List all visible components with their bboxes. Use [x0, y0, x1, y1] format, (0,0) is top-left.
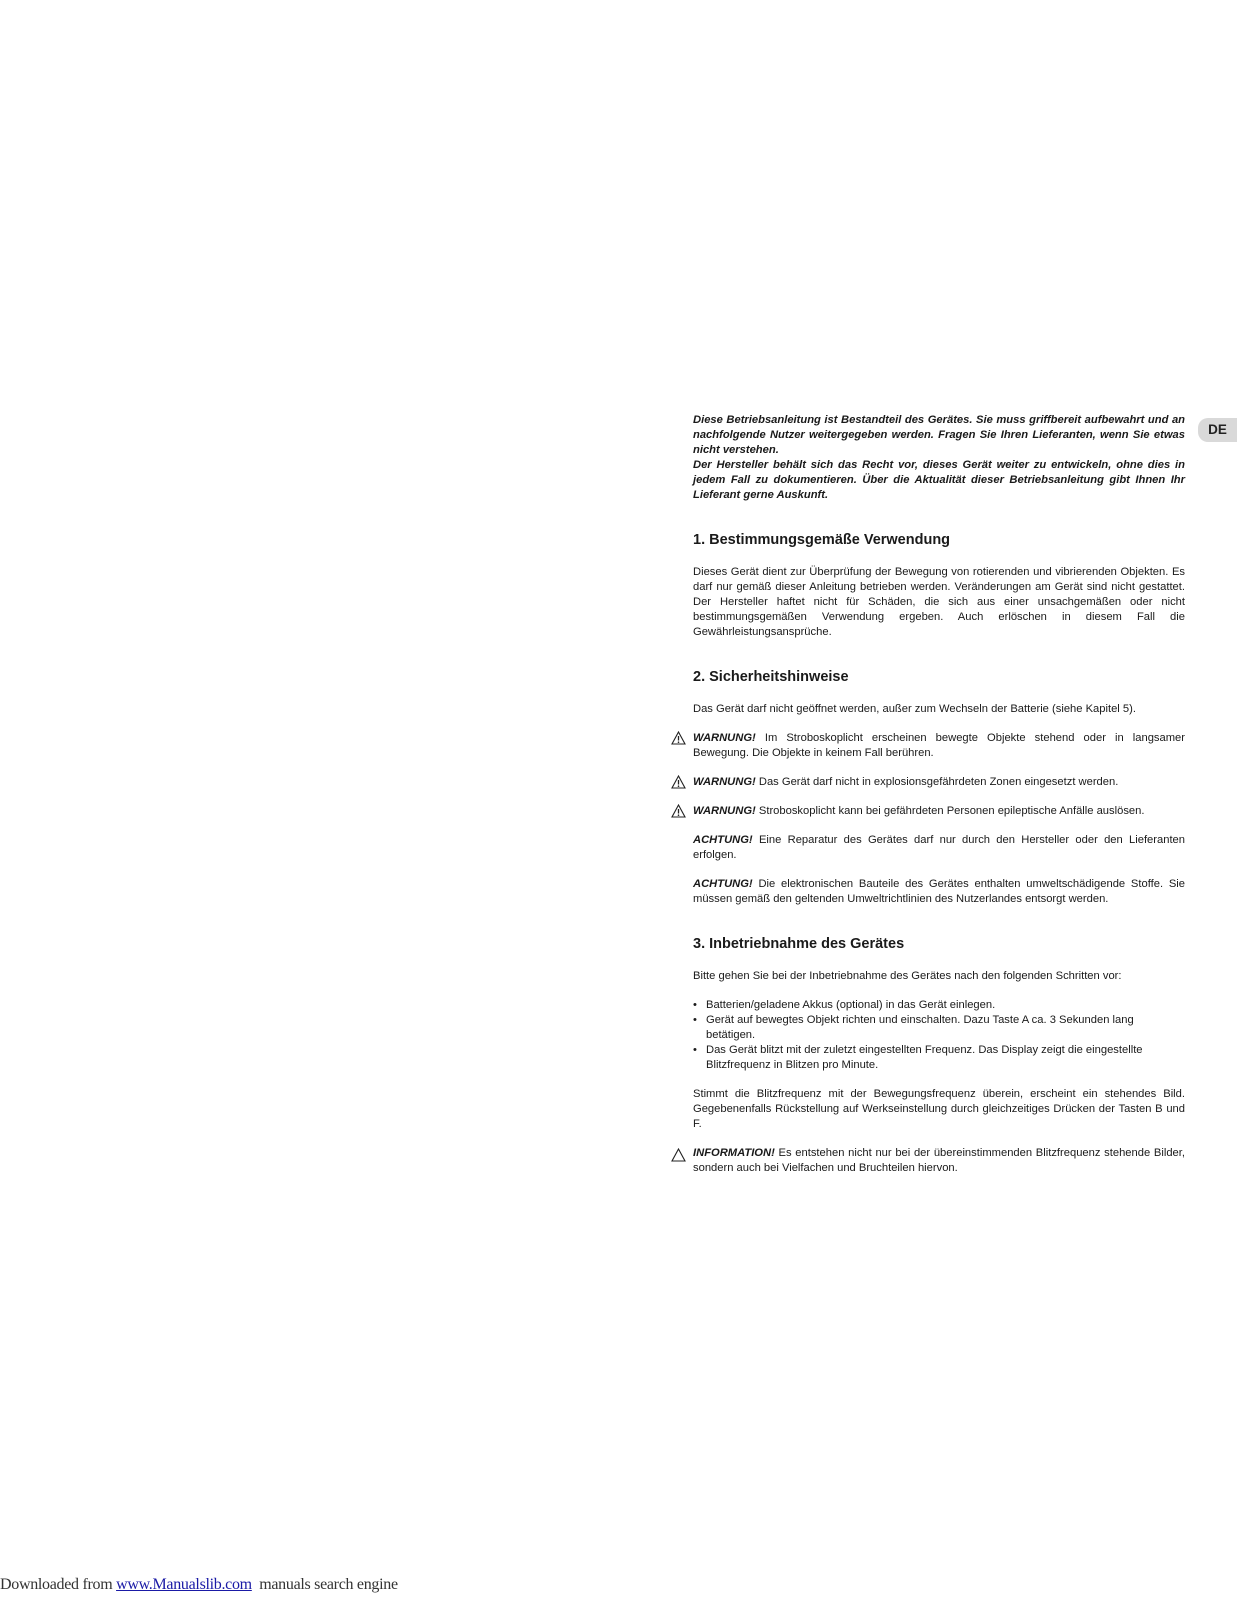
note-label: ACHTUNG! [693, 878, 753, 890]
warning-note [693, 804, 1185, 819]
warning-note [693, 731, 1185, 761]
note-label: INFORMATION! [693, 1147, 775, 1159]
caution-note [693, 877, 1185, 907]
footer-suffix: manuals search engine [251, 1576, 398, 1593]
warning-icon [671, 731, 686, 745]
info-note [693, 1146, 1185, 1176]
language-tab: DE [1198, 418, 1237, 442]
note-label: WARNUNG! [693, 805, 756, 817]
note-label: ACHTUNG! [693, 834, 753, 846]
warning-icon [671, 804, 686, 818]
list-item: • Das Gerät blitzt mit der zuletzt eingestellten Frequenz. Das Display zeigt die eingestellte Blitzfrequenz in Blitzen pro Minute. [693, 1043, 1185, 1073]
warning-note [693, 775, 1185, 790]
list-item: • Gerät auf bewegtes Objekt richten und einschalten. Dazu Taste A ca. 3 Sekunden lang betätigen. [693, 1013, 1185, 1043]
section-body: Stimmt die Blitzfrequenz mit der Bewegungsfrequenz überein, erscheint ein stehendes Bild. Gegebenenfalls Rückstellung auf Werkseinstellung durch gleichzeitiges Drücken der Tasten B und F. [693, 1088, 1185, 1130]
note-text: Eine Reparatur des Gerätes darf nur durch den Hersteller oder den Lieferanten erfolgen. [693, 834, 1185, 861]
note-label: WARNUNG! [693, 776, 756, 788]
note-text: Das Gerät darf nicht in explosionsgefährdeten Zonen eingesetzt werden. [755, 776, 1119, 788]
section-body: Das Gerät darf nicht geöffnet werden, außer zum Wechseln der Batterie (siehe Kapitel 5). [693, 703, 1136, 715]
warning-icon [671, 775, 686, 789]
intro-paragraph: Der Hersteller behält sich das Recht vor, dieses Gerät weiter zu entwickeln, ohne dies in jedem Fall zu dokumentieren. Über die Aktualität dieser Betriebsanleitung gibt Ihnen Ihr Lieferant gerne Auskunft. [693, 459, 1185, 501]
caution-note [693, 833, 1185, 863]
section-heading: 2. Sicherheitshinweise [693, 669, 849, 685]
steps-list [693, 998, 1185, 1073]
manualslib-link[interactable]: www.Manualslib.com [116, 1576, 252, 1593]
footer-prefix: Downloaded from [0, 1576, 117, 1593]
note-text: Die elektronischen Bauteile des Gerätes enthalten umweltschädigende Stoffe. Sie müssen gemäß den geltenden Umweltrichtlinien des Nutzerlandes entsorgt werden. [693, 878, 1185, 905]
download-footer [0, 1576, 398, 1594]
section-body: Bitte gehen Sie bei der Inbetriebnahme des Gerätes nach den folgenden Schritten vor: [693, 970, 1122, 982]
section-heading: 3. Inbetriebnahme des Gerätes [693, 936, 905, 952]
note-label: WARNUNG! [693, 732, 756, 744]
note-text: Im Stroboskoplicht erscheinen bewegte Objekte stehend oder in langsamer Bewegung. Die Objekte in keinem Fall berühren. [693, 732, 1185, 759]
list-item: • Batterien/geladene Akkus (optional) in das Gerät einlegen. [693, 998, 1185, 1013]
note-text: Es entstehen nicht nur bei der übereinstimmenden Blitzfrequenz stehende Bilder, sondern auch bei Vielfachen und Bruchteilen hiervon. [693, 1147, 1185, 1174]
intro-block [693, 413, 1185, 503]
content-column [693, 413, 1185, 1190]
intro-paragraph: Diese Betriebsanleitung ist Bestandteil des Gerätes. Sie muss griffbereit aufbewahrt und an nachfolgende Nutzer weitergegeben werden. Fragen Sie Ihren Lieferanten, wenn Sie etwas nicht verstehen. [693, 414, 1185, 456]
section-body: Dieses Gerät dient zur Überprüfung der Bewegung von rotierenden und vibrierenden Objekten. Es darf nur gemäß dieser Anleitung betrieben werden. Veränderungen am Gerät sind nicht gestattet. Der Hersteller haftet nicht für Schäden, die sich aus einer unsachgemäßen oder nicht bestimmungsgemäßen Verwendung ergeben. Auch erlöschen in diesem Fall die Gewährleistungsansprüche. [693, 566, 1185, 638]
section-heading: 1. Bestimmungsgemäße Verwendung [693, 532, 951, 548]
info-icon [671, 1148, 686, 1162]
note-text: Stroboskoplicht kann bei gefährdeten Personen epileptische Anfälle auslösen. [755, 805, 1145, 817]
